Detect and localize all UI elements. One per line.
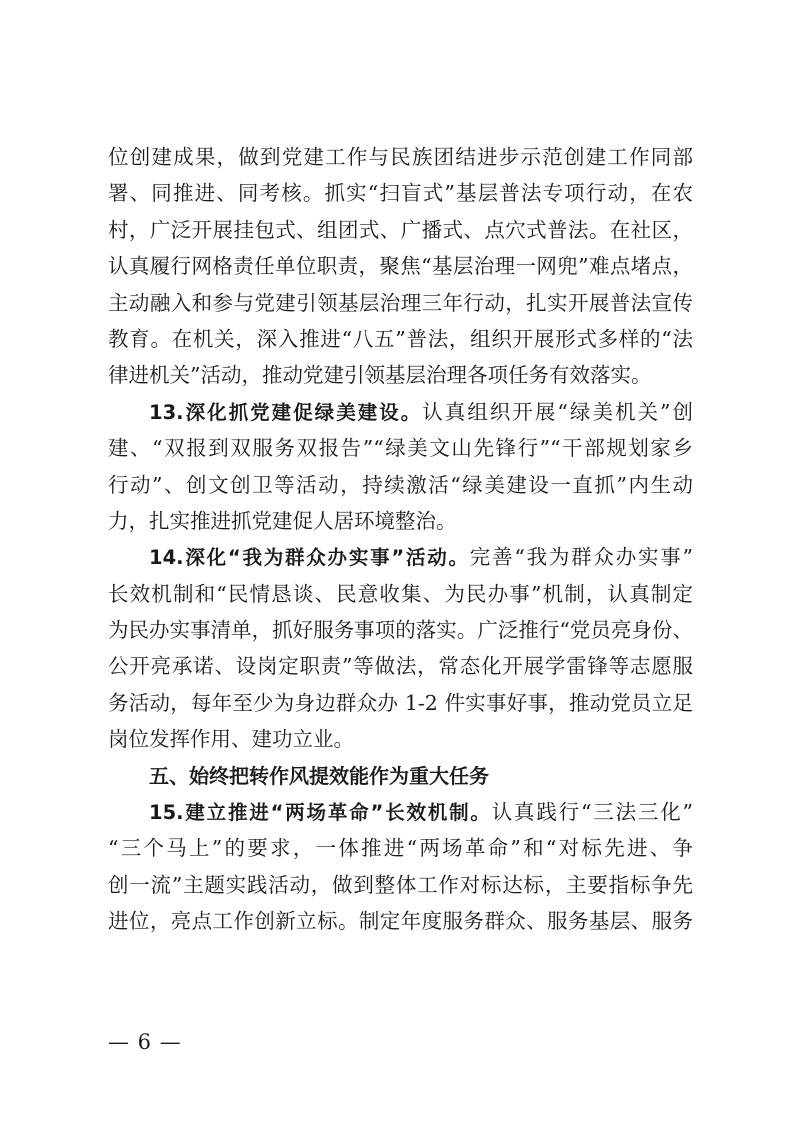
text-line: 署、同推进、同考核。抓实“扫盲式”基层普法专项行动，在农 [108,181,693,206]
text-line: 律进机关”活动，推动党建引领基层治理各项任务有效落实。 [108,363,652,388]
paragraph-lead: 13.深化抓党建促绿美建设。 [149,400,423,424]
paragraph-first-line [108,394,693,430]
text-line: 主动融入和参与党建引领基层治理三年行动，扎实开展普法宣传 [108,290,693,315]
section-heading: 五、始终把转作风提效能作为重大任务 [149,763,489,788]
text-line: 长效机制和“民情恳谈、民意收集、为民办事”机制，认真制定 [108,581,693,606]
text-line: 公开亮承诺、设岗定职责”等做法，常态化开展学雷锋等志愿服 [108,654,693,679]
text-line: 村，广泛开展挂包式、组团式、广播式、点穴式普法。在社区， [108,217,693,242]
text-line: 务活动，每年至少为身边群众办 1-2 件实事好事，推动党员立足 [108,690,693,715]
text-line: 认真组织开展“绿美机关”创 [422,399,693,424]
paragraph-first-line [108,794,693,830]
text-line: 认真践行“三法三化” [491,800,693,825]
text-line: “三个马上”的要求，一体推进“两场革命”和“对标先进、争 [108,836,693,861]
text-line: 行动”、创文创卫等活动，持续激活“绿美建设一直抓”内生动 [108,472,693,497]
text-line: 完善“我为群众办实事” [469,545,693,570]
body-text [108,139,693,940]
text-line: 岗位发挥作用、建功立业。 [108,727,354,752]
text-line: 力，扎实推进抓党建促人居环境整治。 [108,508,457,533]
text-line: 建、“双报到双服务双报告”“绿美文山先锋行”“干部规划家乡 [108,436,693,461]
paragraph-lead: 15.建立推进“两场革命”长效机制。 [149,801,492,825]
paragraph-lead: 14.深化“我为群众办实事”活动。 [149,546,470,570]
text-line: 教育。在机关，深入推进“八五”普法，组织开展形式多样的“法 [108,326,693,351]
paragraph-first-line [108,539,693,575]
text-line: 为民办实事清单，抓好服务事项的落实。广泛推行“党员亮身份、 [108,618,693,643]
text-line: 位创建成果，做到党建工作与民族团结进步示范创建工作同部 [108,145,693,169]
page-number: — 6 — [108,1030,182,1054]
text-line: 创一流”主题实践活动，做到整体工作对标达标，主要指标争先 [108,872,693,897]
text-line: 认真履行网格责任单位职责，聚焦“基层治理一网兜”难点堵点， [108,254,693,279]
text-line: 进位，亮点工作创新立标。制定年度服务群众、服务基层、服务 [108,909,693,934]
